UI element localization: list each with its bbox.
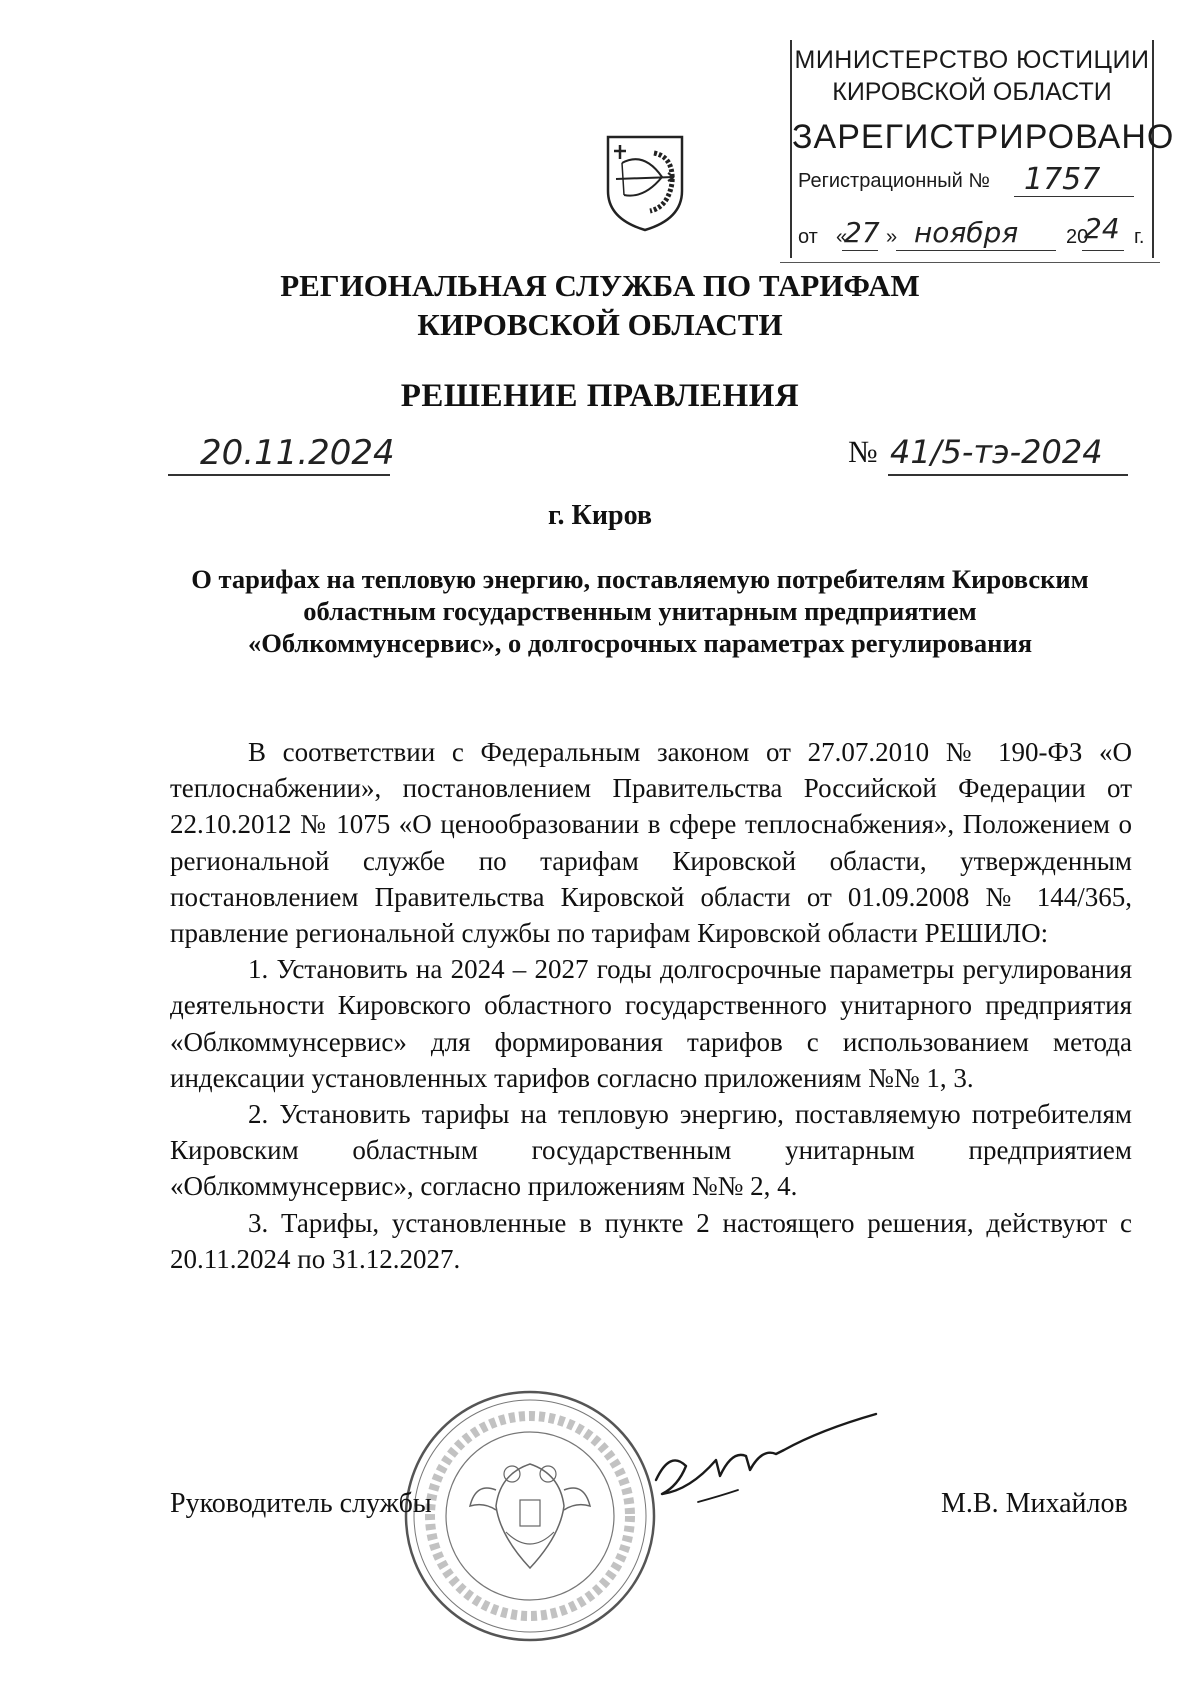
signatory-title: Руководитель службы [170, 1488, 432, 1519]
stamp-status: ЗАРЕГИСТРИРОВАНО [792, 118, 1175, 156]
stamp-number-label: Регистрационный № [798, 170, 990, 192]
decision-item-1: 1. Установить на 2024 – 2027 годы долгосрочные параметры регулирования деятельности Кировского областного государственного унитарного предприятия «Облкоммунсервис» для формирования тарифов с использованием метода индексации установленных тарифов согласно приложениям №№ 1, 3. [170, 954, 1132, 1093]
stamp-day-underline [842, 250, 878, 251]
stamp-bottom-line [780, 262, 1160, 263]
stamp-date-from: от [798, 226, 818, 248]
registration-stamp [790, 40, 1175, 258]
document-body [170, 734, 1132, 1277]
stamp-date-year-suffix: г. [1134, 226, 1145, 248]
decision-item-2: 2. Установить тарифы на тепловую энергию, поставляемую потребителям Кировским областным государственным унитарным предприятием «Облкоммунсервис», согласно приложениям №№ 2, 4. [170, 1099, 1132, 1202]
document-number-sign: № [848, 434, 878, 469]
decision-item-3: 3. Тарифы, установленные в пункте 2 настоящего решения, действуют с 20.11.2024 по 31.12.2027. [170, 1207, 1132, 1274]
stamp-date-quote-close: » [886, 226, 898, 248]
stamp-year-handwritten: 24 [1084, 212, 1120, 245]
document-type: РЕШЕНИЕ ПРАВЛЕНИЯ [400, 378, 800, 414]
document-date-handwritten: 20.11.2024 [200, 433, 395, 473]
document-number-handwritten: 41/5-тэ-2024 [890, 433, 1103, 471]
stamp-day-handwritten: 27 [844, 216, 880, 249]
signatory-name: М.В. Михайлов [941, 1488, 1128, 1519]
document-city: г. Киров [548, 500, 652, 531]
preamble-paragraph: В соответствии с Федеральным законом от 27.07.2010 № 190-ФЗ «О теплоснабжении», постановлением Правительства Российской Федерации от 22.10.2012 № 1075 «О ценообразовании в сфере теплоснабжения», Положением о региональной службе по тарифам Кировской области, утвержденным постановлением Правительства Кировской области от 01.09.2008 № 144/365, правление региональной службы по тарифам Кировской области РЕШИЛО: [170, 737, 1132, 949]
document-subject: О тарифах на тепловую энергию, поставляемую потребителям Кировским областным государственным унитарным предприятием «Облкоммунсервис», о долгосрочных параметрах регулирования [191, 564, 1089, 658]
stamp-region: КИРОВСКОЙ ОБЛАСТИ [832, 78, 1112, 106]
organization-name-line1: РЕГИОНАЛЬНАЯ СЛУЖБА ПО ТАРИФАМ [280, 268, 920, 303]
handwritten-signature-icon [650, 1410, 880, 1520]
document-date-underline [168, 474, 390, 476]
stamp-year-underline [1082, 250, 1124, 251]
stamp-month-underline [896, 250, 1056, 251]
official-seal-icon [400, 1386, 660, 1646]
stamp-date-year-prefix: 20 [1066, 226, 1089, 248]
organization-name-line2: КИРОВСКОЙ ОБЛАСТИ [417, 307, 783, 342]
stamp-date-quote-open: « [836, 226, 848, 248]
stamp-ministry: МИНИСТЕРСТВО ЮСТИЦИИ [794, 46, 1150, 74]
stamp-number-handwritten: 1757 [1024, 162, 1101, 197]
document-number-underline [888, 474, 1128, 476]
kirov-coat-of-arms-icon [604, 133, 686, 233]
stamp-month-handwritten: ноября [914, 216, 1019, 249]
